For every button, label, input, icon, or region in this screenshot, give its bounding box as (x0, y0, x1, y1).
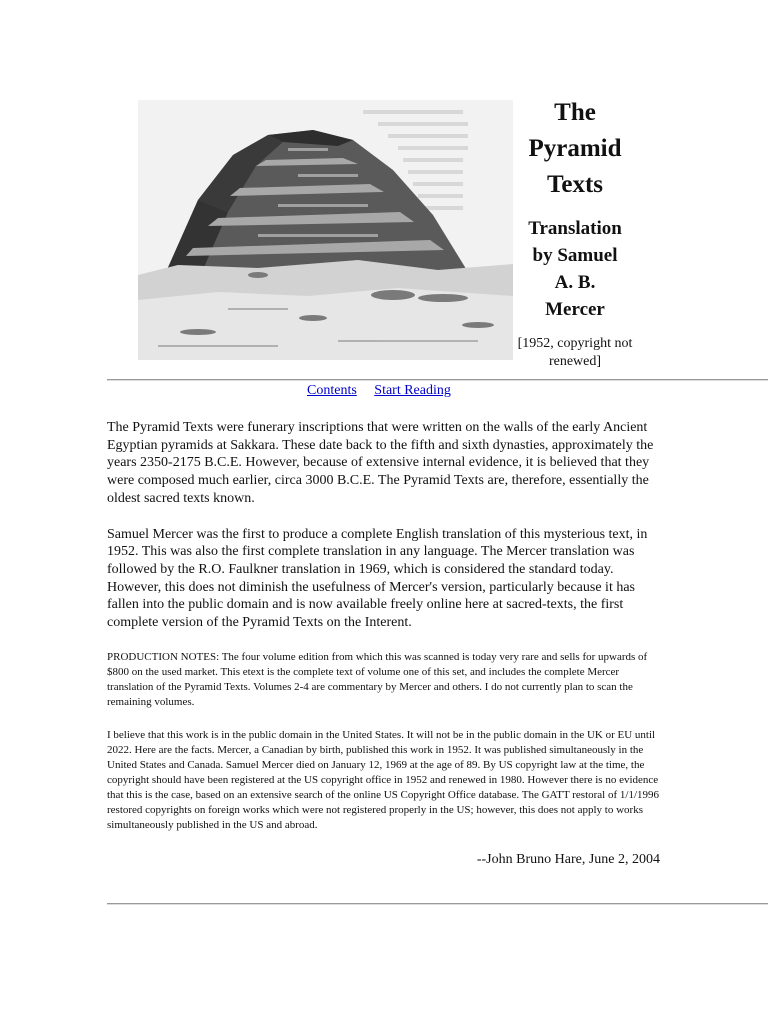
translator-credit (512, 215, 638, 323)
subtitle-line: A. B. (554, 272, 596, 293)
nav-links (307, 382, 451, 400)
title-line: Texts (546, 171, 604, 198)
production-notes: PRODUCTION NOTES: The four volume edition from which this was scanned is today very rare and sells for upwards of $800 on the used market. This etext is the complete text of volume one of this set, and includes the complete Mercer translation of the Pyramid Texts. Volumes 2-4 are commentary by Mercer and others. I do not currently plan to scan the remaining volumes. (107, 650, 648, 708)
horizontal-rule-bottom (107, 903, 768, 905)
title-line: Pyramid (528, 135, 622, 162)
step-pyramid-photo (138, 100, 513, 360)
start-reading-link[interactable]: Start Reading (374, 383, 451, 398)
subtitle-line: Translation (528, 218, 622, 239)
page-title (512, 95, 638, 203)
introduction (107, 419, 662, 869)
title-line: The (554, 99, 596, 126)
step-pyramid-illustration (138, 100, 513, 360)
contents-link[interactable]: Contents (307, 383, 357, 398)
signature: --John Bruno Hare, June 2, 2004 (476, 851, 660, 867)
subtitle-line: by Samuel (532, 245, 618, 266)
mercer-paragraph: Samuel Mercer was the first to produce a complete English translation of this mysterious text, in 1952. This was also the first complete translation in any language. The Mercer translation was followed by the R.O. Faulkner translation in 1969, which is considered the standard today. However, this does not diminish the usefulness of Mercer's version, particularly because it has fallen into the public domain and is now available freely online here at sacred-texts, the first complete version of the Pyramid Texts on the Interent. (107, 526, 648, 631)
copyright-notes: I believe that this work is in the public domain in the United States. It will not be in the public domain in the UK or EU until 2022. Here are the facts. Mercer, a Canadian by birth, published this work in 1952. It was published simultaneously in the United States and Canada. Samuel Mercer died on January 12, 1969 at the age of 89. By US copyright law at the time, the copyright should have been registered at the US copyright office in 1952 and renewed in 1980. However there is no evidence that this is the case, based on an extensive search of the online US Copyright Office database. The GATT restoral of 1/1/1996 restored copyrights on foreign works which were not registered properly in the US; however, this does not apply to works simultaneously published in the US and abroad. (107, 728, 659, 831)
publication-note: [1952, copyright not renewed] (517, 336, 633, 369)
subtitle-line: Mercer (545, 299, 605, 320)
intro-paragraph: The Pyramid Texts were funerary inscriptions that were written on the walls of the early Ancient Egyptian pyramids at Sakkara. These date back to the fifth and sixth dynasties, approximately the years 2350-2175 B.C.E. However, because of extensive internal evidence, it is believed that they were composed much earlier, circa 3000 B.C.E. The Pyramid Texts are, therefore, essentially the oldest sacred texts known. (107, 420, 654, 506)
horizontal-rule-top (107, 379, 768, 381)
title-block (512, 95, 638, 371)
